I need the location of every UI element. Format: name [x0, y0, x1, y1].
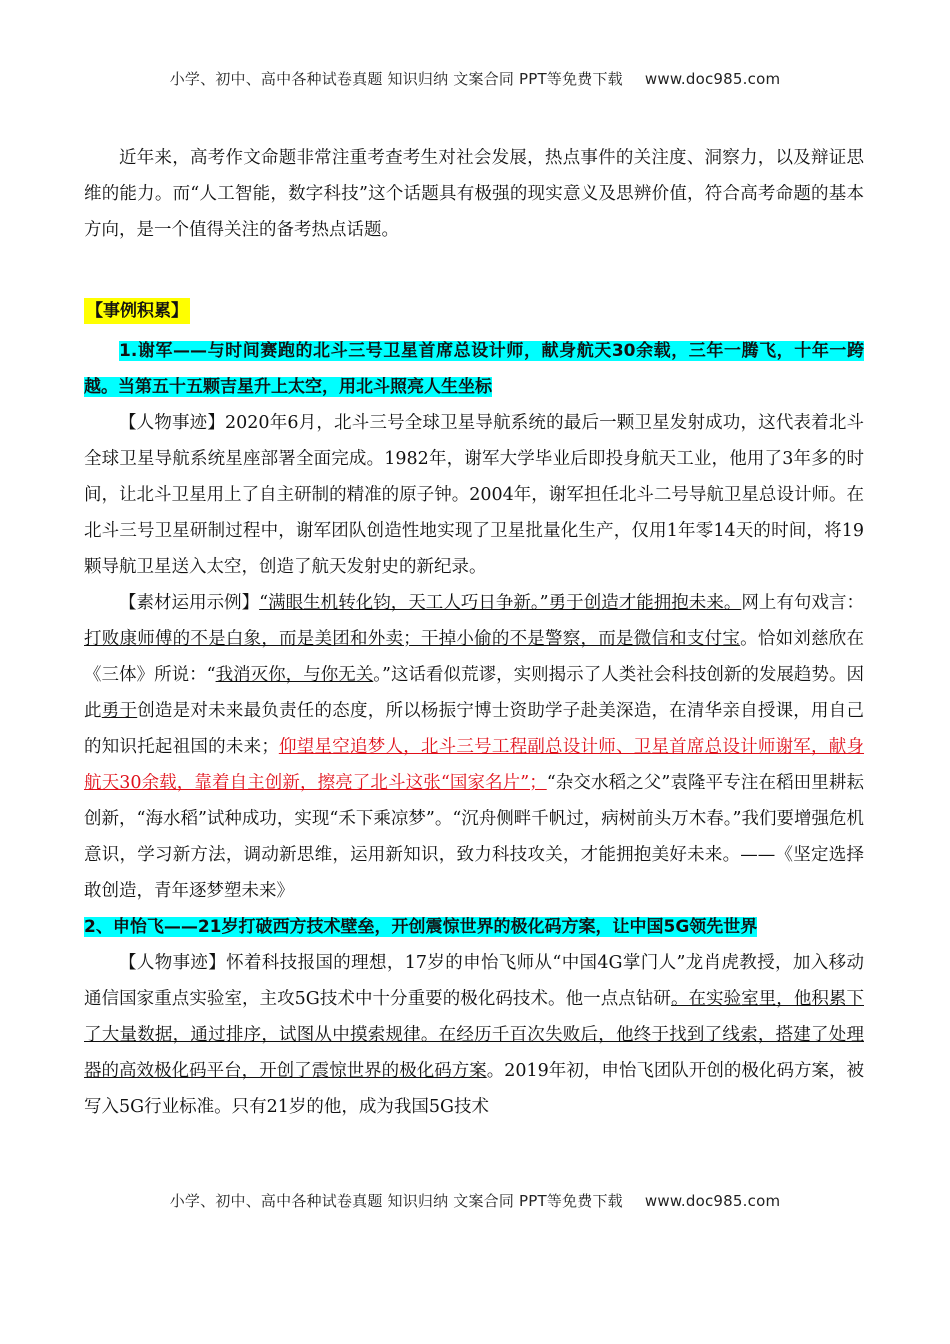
case1-deeds-text: 2020年6月，北斗三号全球卫星导航系统的最后一颗卫星发射成功，这代表着北斗全球卫星导航系统星座部署全面完成。1982年，谢军大学毕业后即投身航天工业，他用了3年多的时间，让北斗卫星用上了自主研制的精准的原子钟。2004年，谢军担任北斗二号导航卫星总设计师。在北斗三号卫星研制过程中，谢军团队创造性地实现了卫星批量化生产，仅用1年零14天的时间，将19颗导航卫星送入太空，创造了航天发射史的新纪录。	[84, 413, 865, 577]
document-body	[84, 140, 864, 1125]
header-text: 小学、初中、高中各种试卷真题 知识归纳 文案合同 PPT等免费下载	[169, 70, 623, 88]
case2-deeds-text-2: 。2019年初，申怡飞团队开创的极化码方案，被写入5G行业标准。只有21岁的他，成为我国5G技术	[84, 1061, 864, 1117]
case1-usage-underline-2: 打败康师傅的不是白象，而是美团和外卖；干掉小偷的不是警察，而是微信和支付宝	[84, 629, 741, 649]
section-tag: 【事例积累】	[84, 298, 190, 324]
case1-title	[84, 333, 864, 405]
intro-paragraph: 近年来，高考作文命题非常注重考查考生对社会发展，热点事件的关注度、洞察力，以及辩证思维的能力。而“人工智能，数字科技”这个话题具有极强的现实意义及思辨价值，符合高考命题的基本方向，是一个值得关注的备考热点话题。	[84, 148, 864, 240]
case2-title	[84, 909, 864, 945]
case1-usage-underline-4: 勇于	[101, 701, 138, 721]
case1-deeds-label: 【人物事迹】	[119, 413, 226, 433]
footer-text: 小学、初中、高中各种试卷真题 知识归纳 文案合同 PPT等免费下载	[169, 1192, 623, 1210]
case1-usage-red-highlight: 仰望星空追梦人，北斗三号工程副总设计师、卫星首席总设计师谢军，献身航天30余载，靠着自主创新，擦亮了北斗这张“国家名片”；	[84, 737, 865, 793]
case2-deeds-paragraph	[84, 945, 864, 1125]
page-header	[0, 68, 950, 89]
case1-deeds-paragraph	[84, 405, 864, 585]
case1-usage-label: 【素材运用示例】	[119, 593, 260, 613]
case1-usage-paragraph	[84, 585, 864, 909]
case2-deeds-text-1: 怀着科技报国的理想，17岁的申怡飞师从“中国4G掌门人”龙肖虎教授，加入移动通信国家重点实验室，主攻5G技术中十分重要的极化码技术。他一点点钻研	[84, 953, 864, 1009]
case1-usage-text-3: 。”这话看似荒谬，实则揭示了人类社会科技创新的发展趋势。因此	[84, 665, 864, 721]
case1-usage-text-5: “杂交水稻之父”袁隆平专注在稻田里耕耘创新，“海水稻”试种成功，实现“禾下乘凉梦”。“沉舟侧畔千帆过，病树前头万木春。”我们要增强危机意识，学习新方法，调动新思维，运用新知识，致力科技攻关，才能拥抱美好未来。——《坚定选择敢创造，青年逐梦塑未来》	[84, 773, 864, 901]
footer-site-link[interactable]: www.doc985.com	[644, 1192, 781, 1210]
case1-usage-text-2: 。恰如刘慈欣在《三体》所说：“	[84, 629, 865, 685]
case2-title-text: 2、申怡飞——21岁打破西方技术壁垒，开创震惊世界的极化码方案，让中国5G领先世界	[84, 917, 758, 937]
case1-title-text: 1.谢军——与时间赛跑的北斗三号卫星首席总设计师，献身航天30余载，三年一腾飞，十年一跨越。当第五十五颗吉星升上太空，用北斗照亮人生坐标	[84, 341, 864, 397]
case1-usage-text-1: 网上有句戏言：	[741, 593, 864, 613]
case1-usage-underline-1: “满眼生机转化钧，天工人巧日争新。”勇于创造才能拥抱未来。	[259, 593, 742, 613]
page-footer	[0, 1190, 950, 1211]
case1-usage-underline-3: 我消灭你，与你无关	[215, 665, 374, 685]
case2-deeds-underline: 。在实验室里，他积累下了大量数据，通过排序，试图从中摸索规律。在经历千百次失败后，他终于找到了线索，搭建了处理器的高效极化码平台，开创了震惊世界的极化码方案	[84, 989, 864, 1081]
case1-usage-text-4: 创造是对未来最负责任的态度，所以杨振宁博士资助学子赴美深造，在清华亲自授课，用自己的知识托起祖国的未来；	[84, 701, 865, 757]
section-tag-line	[84, 293, 864, 329]
case2-deeds-label: 【人物事迹】	[119, 953, 227, 973]
header-site-link[interactable]: www.doc985.com	[644, 70, 781, 88]
